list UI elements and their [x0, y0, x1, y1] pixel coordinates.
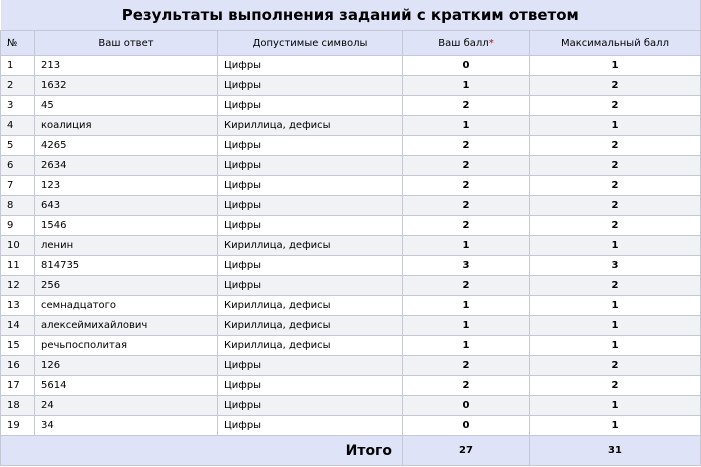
row-max-score: 2: [530, 196, 701, 216]
row-score: 2: [403, 376, 530, 396]
table-row: [1, 116, 701, 136]
row-answer: 256: [35, 276, 218, 296]
row-max-score: 1: [530, 396, 701, 416]
row-score: 1: [403, 316, 530, 336]
row-max-score: 1: [530, 236, 701, 256]
table-row: [1, 156, 701, 176]
row-allowed-symbols: Цифры: [218, 196, 403, 216]
table-row: [1, 236, 701, 256]
row-score: 1: [403, 76, 530, 96]
row-score: 0: [403, 396, 530, 416]
row-answer: 2634: [35, 156, 218, 176]
row-answer: 5614: [35, 376, 218, 396]
row-max-score: 1: [530, 116, 701, 136]
table-row: [1, 276, 701, 296]
table-row: [1, 216, 701, 236]
row-number: 11: [1, 256, 35, 276]
table-row: [1, 376, 701, 396]
row-number: 12: [1, 276, 35, 296]
total-label: Итого: [1, 436, 403, 466]
row-allowed-symbols: Цифры: [218, 216, 403, 236]
row-answer: 24: [35, 396, 218, 416]
title-row: [1, 0, 701, 31]
table-title: Результаты выполнения заданий с кратким ответом: [1, 0, 701, 31]
row-allowed-symbols: Кириллица, дефисы: [218, 336, 403, 356]
row-allowed-symbols: Кириллица, дефисы: [218, 316, 403, 336]
row-max-score: 2: [530, 376, 701, 396]
total-row: [1, 436, 701, 466]
col-header-max: Максимальный балл: [530, 31, 701, 56]
results-body: [1, 56, 701, 436]
total-score: 27: [403, 436, 530, 466]
row-answer: алексеймихайлович: [35, 316, 218, 336]
row-score: 2: [403, 196, 530, 216]
row-score: 0: [403, 416, 530, 436]
row-score: 2: [403, 156, 530, 176]
table-row: [1, 416, 701, 436]
row-answer: ленин: [35, 236, 218, 256]
row-allowed-symbols: Цифры: [218, 96, 403, 116]
row-max-score: 2: [530, 76, 701, 96]
row-allowed-symbols: Цифры: [218, 256, 403, 276]
table-row: [1, 196, 701, 216]
row-number: 5: [1, 136, 35, 156]
row-answer: 45: [35, 96, 218, 116]
row-number: 18: [1, 396, 35, 416]
row-answer: 1632: [35, 76, 218, 96]
row-number: 14: [1, 316, 35, 336]
row-answer: коалиция: [35, 116, 218, 136]
table-row: [1, 56, 701, 76]
table-row: [1, 76, 701, 96]
col-header-score: [403, 31, 530, 56]
row-answer: 643: [35, 196, 218, 216]
row-allowed-symbols: Цифры: [218, 176, 403, 196]
row-number: 4: [1, 116, 35, 136]
row-score: 2: [403, 176, 530, 196]
row-answer: 4265: [35, 136, 218, 156]
row-allowed-symbols: Цифры: [218, 156, 403, 176]
row-answer: 126: [35, 356, 218, 376]
table-row: [1, 336, 701, 356]
row-max-score: 2: [530, 156, 701, 176]
row-score: 0: [403, 56, 530, 76]
row-number: 13: [1, 296, 35, 316]
row-number: 19: [1, 416, 35, 436]
row-number: 8: [1, 196, 35, 216]
required-mark: *: [488, 37, 494, 49]
row-number: 15: [1, 336, 35, 356]
row-max-score: 2: [530, 216, 701, 236]
col-header-num: №: [1, 31, 35, 56]
row-number: 17: [1, 376, 35, 396]
row-number: 6: [1, 156, 35, 176]
row-number: 2: [1, 76, 35, 96]
row-allowed-symbols: Кириллица, дефисы: [218, 296, 403, 316]
col-header-score-label: Ваш балл: [438, 37, 489, 49]
total-max: 31: [530, 436, 701, 466]
row-score: 2: [403, 216, 530, 236]
row-max-score: 2: [530, 136, 701, 156]
row-allowed-symbols: Цифры: [218, 136, 403, 156]
header-row: [1, 31, 701, 56]
table-row: [1, 316, 701, 336]
row-max-score: 1: [530, 56, 701, 76]
row-score: 2: [403, 276, 530, 296]
row-score: 2: [403, 136, 530, 156]
row-max-score: 3: [530, 256, 701, 276]
table-row: [1, 136, 701, 156]
row-allowed-symbols: Цифры: [218, 56, 403, 76]
row-allowed-symbols: Цифры: [218, 76, 403, 96]
row-score: 1: [403, 236, 530, 256]
row-score: 1: [403, 116, 530, 136]
row-score: 1: [403, 296, 530, 316]
row-answer: 814735: [35, 256, 218, 276]
row-max-score: 2: [530, 176, 701, 196]
row-score: 2: [403, 96, 530, 116]
row-answer: 123: [35, 176, 218, 196]
row-answer: семнадцатого: [35, 296, 218, 316]
row-number: 7: [1, 176, 35, 196]
row-max-score: 1: [530, 416, 701, 436]
row-answer: 34: [35, 416, 218, 436]
row-allowed-symbols: Цифры: [218, 416, 403, 436]
row-allowed-symbols: Цифры: [218, 376, 403, 396]
row-number: 9: [1, 216, 35, 236]
table-row: [1, 396, 701, 416]
row-max-score: 2: [530, 356, 701, 376]
row-allowed-symbols: Цифры: [218, 356, 403, 376]
table-row: [1, 296, 701, 316]
row-number: 3: [1, 96, 35, 116]
table-row: [1, 176, 701, 196]
row-allowed-symbols: Цифры: [218, 396, 403, 416]
row-max-score: 1: [530, 316, 701, 336]
row-max-score: 2: [530, 276, 701, 296]
row-max-score: 1: [530, 296, 701, 316]
row-answer: 1546: [35, 216, 218, 236]
row-score: 3: [403, 256, 530, 276]
col-header-symbols: Допустимые символы: [218, 31, 403, 56]
row-answer: речьпосполитая: [35, 336, 218, 356]
row-allowed-symbols: Цифры: [218, 276, 403, 296]
table-row: [1, 96, 701, 116]
row-number: 10: [1, 236, 35, 256]
row-allowed-symbols: Кириллица, дефисы: [218, 116, 403, 136]
table-row: [1, 356, 701, 376]
row-allowed-symbols: Кириллица, дефисы: [218, 236, 403, 256]
row-number: 16: [1, 356, 35, 376]
row-score: 1: [403, 336, 530, 356]
row-max-score: 1: [530, 336, 701, 356]
row-answer: 213: [35, 56, 218, 76]
row-max-score: 2: [530, 96, 701, 116]
row-score: 2: [403, 356, 530, 376]
row-number: 1: [1, 56, 35, 76]
table-row: [1, 256, 701, 276]
col-header-answer: Ваш ответ: [35, 31, 218, 56]
